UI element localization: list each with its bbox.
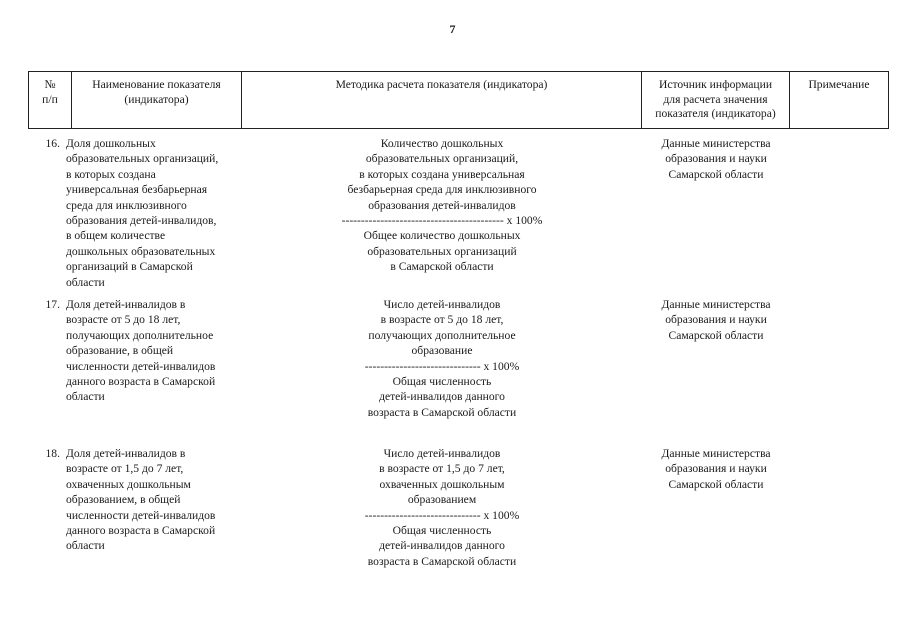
text-line: образования детей-инвалидов, <box>66 214 217 228</box>
text-line: Число детей-инвалидов <box>383 447 501 460</box>
text-line: универсальная безбарьерная <box>66 183 208 197</box>
text-line: образование <box>411 344 473 358</box>
text-line: возрасте от 5 до 18 лет, <box>66 313 181 327</box>
text-line: образованием, в общей <box>66 493 181 507</box>
text-line: области <box>66 275 105 289</box>
text-line: возраста в Самарской области <box>367 405 517 419</box>
indicator-name <box>66 136 246 290</box>
fraction-line: ------------------------------ х 100% <box>364 508 520 522</box>
information-source <box>642 446 790 492</box>
text-line: Общая численность <box>392 524 492 538</box>
text-line: Доля дошкольных <box>66 137 156 150</box>
text-line: Самарской области <box>668 328 764 342</box>
header-number-column <box>29 72 72 129</box>
text-line: в возрасте от 5 до 18 лет, <box>380 313 504 327</box>
text-line: Доля детей-инвалидов в <box>66 298 186 311</box>
text-line: детей-инвалидов данного <box>379 539 505 553</box>
text-line: Самарской области <box>668 477 764 491</box>
text-line: возрасте от 1,5 до 7 лет, <box>66 462 184 476</box>
text-line: дошкольных образовательных <box>66 244 216 258</box>
text-line: в возрасте от 1,5 до 7 лет, <box>379 462 505 476</box>
text-line: детей-инвалидов данного <box>379 390 505 404</box>
text-line: численности детей-инвалидов <box>66 359 216 373</box>
text-line: образовательных организаций, <box>365 152 519 166</box>
text-line: численности детей-инвалидов <box>66 508 216 522</box>
text-line: данного возраста в Самарской <box>66 524 216 538</box>
indicator-name <box>66 297 246 405</box>
text-line: среда для инклюзивного <box>66 198 187 212</box>
text-line: области <box>66 390 105 404</box>
header-line: Источник информации <box>658 78 773 91</box>
text-line: Данные министерства <box>661 447 771 460</box>
calculation-method <box>242 136 642 275</box>
calculation-method <box>242 446 642 569</box>
text-line: Общая численность <box>392 375 492 389</box>
text-line: образования и науки <box>665 152 767 166</box>
text-line: образовательных организаций, <box>66 152 219 166</box>
text-line: организаций в Самарской <box>66 260 193 274</box>
header-line: Методика расчета показателя (индикатора) <box>335 78 548 91</box>
table-header <box>28 71 889 129</box>
fraction-line: ------------------------------ х 100% <box>364 359 520 373</box>
header-line: п/п <box>42 92 58 106</box>
text-line: Общее количество дошкольных <box>363 229 521 243</box>
text-line: Количество дошкольных <box>380 137 504 150</box>
text-line: образования и науки <box>665 313 767 327</box>
text-line: получающих дополнительное <box>368 328 516 342</box>
header-note-column <box>790 72 889 129</box>
header-method-column <box>242 72 642 129</box>
text-line: образованием <box>407 493 477 507</box>
text-line: охваченных дошкольным <box>66 477 191 491</box>
text-line: образования детей-инвалидов <box>368 198 516 212</box>
text-line: охваченных дошкольным <box>379 477 505 491</box>
text-line: Данные министерства <box>661 298 771 311</box>
text-line: в общем количестве <box>66 229 166 243</box>
header-name-column <box>72 72 242 129</box>
information-source <box>642 136 790 182</box>
text-line: возраста в Самарской области <box>367 554 517 568</box>
indicator-name <box>66 446 246 554</box>
text-line: образование, в общей <box>66 344 174 358</box>
text-line: Доля детей-инвалидов в <box>66 447 186 460</box>
calculation-method <box>242 297 642 420</box>
text-line: получающих дополнительное <box>66 328 214 342</box>
header-line: для расчета значения <box>663 92 768 106</box>
text-line: образовательных организаций <box>367 244 517 258</box>
header-line: Примечание <box>808 78 870 91</box>
text-line: в которых создана <box>66 167 156 181</box>
information-source <box>642 297 790 343</box>
text-line: безбарьерная среда для инклюзивного <box>347 183 537 197</box>
text-line: образования и науки <box>665 462 767 476</box>
text-line: Самарской области <box>668 167 764 181</box>
row-number: 17. <box>45 298 60 311</box>
fraction-line: ------------------------------------------ х 100% <box>341 214 543 228</box>
header-line: № <box>44 78 56 91</box>
text-line: Данные министерства <box>661 137 771 150</box>
row-number: 16. <box>45 137 60 150</box>
header-source-column <box>642 72 790 129</box>
row-number: 18. <box>45 447 60 460</box>
page-number: 7 <box>449 22 456 36</box>
header-line: Наименование показателя <box>92 78 221 91</box>
text-line: Число детей-инвалидов <box>383 298 501 311</box>
header-line: показателя (индикатора) <box>655 107 776 121</box>
text-line: данного возраста в Самарской <box>66 375 216 389</box>
text-line: области <box>66 539 105 553</box>
text-line: в которых создана универсальная <box>359 167 525 181</box>
header-line: (индикатора) <box>124 92 189 106</box>
text-line: в Самарской области <box>390 260 494 274</box>
